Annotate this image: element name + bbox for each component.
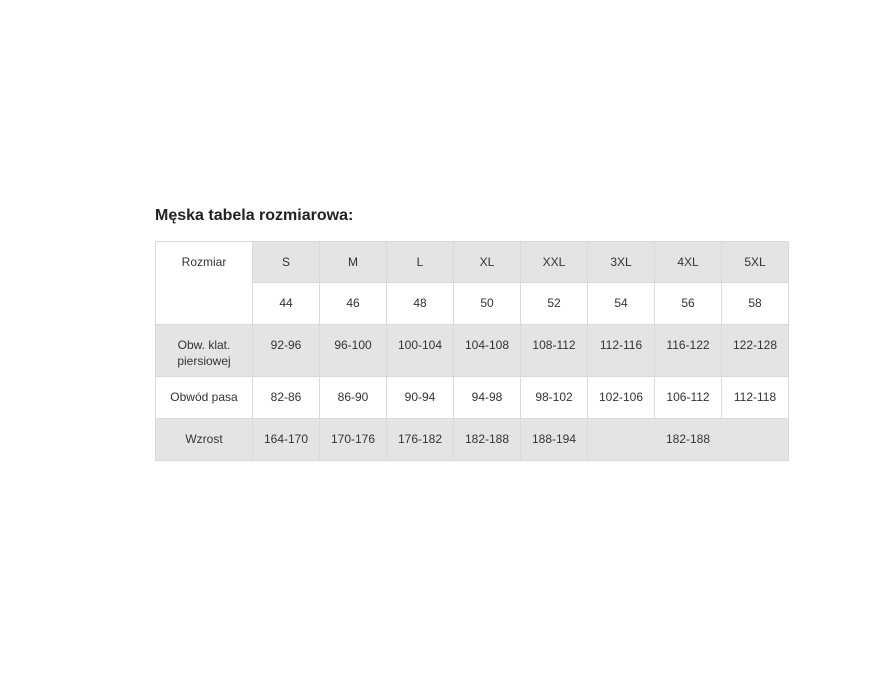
size-cell: XXL — [521, 242, 588, 283]
size-chart-table — [155, 241, 789, 461]
size-cell: M — [320, 242, 387, 283]
chest-cell: 92-96 — [253, 325, 320, 377]
eu-size-cell: 50 — [454, 283, 521, 325]
size-cell: 4XL — [655, 242, 722, 283]
height-cell: 170-176 — [320, 419, 387, 461]
waist-cell: 86-90 — [320, 377, 387, 419]
chest-cell: 108-112 — [521, 325, 588, 377]
height-cell: 164-170 — [253, 419, 320, 461]
size-row — [156, 242, 789, 283]
chest-cell: 104-108 — [454, 325, 521, 377]
waist-cell: 106-112 — [655, 377, 722, 419]
eu-size-cell: 52 — [521, 283, 588, 325]
size-cell: XL — [454, 242, 521, 283]
height-cell — [588, 419, 655, 461]
waist-row — [156, 377, 789, 419]
height-cell: 182-188 — [655, 419, 722, 461]
eu-size-cell: 44 — [253, 283, 320, 325]
eu-size-cell: 46 — [320, 283, 387, 325]
chest-cell: 112-116 — [588, 325, 655, 377]
eu-size-cell: 48 — [387, 283, 454, 325]
page-title: Męska tabela rozmiarowa: — [155, 207, 354, 224]
waist-cell: 82-86 — [253, 377, 320, 419]
size-cell: 5XL — [722, 242, 789, 283]
waist-cell: 90-94 — [387, 377, 454, 419]
size-header-label: Rozmiar — [156, 242, 253, 325]
chest-cell: 96-100 — [320, 325, 387, 377]
eu-size-cell: 54 — [588, 283, 655, 325]
size-cell: S — [253, 242, 320, 283]
waist-label: Obwód pasa — [156, 377, 253, 419]
chest-cell: 122-128 — [722, 325, 789, 377]
size-cell: 3XL — [588, 242, 655, 283]
height-cell: 176-182 — [387, 419, 454, 461]
chest-row — [156, 325, 789, 377]
chest-cell: 116-122 — [655, 325, 722, 377]
waist-cell: 112-118 — [722, 377, 789, 419]
size-cell: L — [387, 242, 454, 283]
waist-cell: 102-106 — [588, 377, 655, 419]
height-cell: 188-194 — [521, 419, 588, 461]
height-cell: 182-188 — [454, 419, 521, 461]
chest-cell: 100-104 — [387, 325, 454, 377]
height-label: Wzrost — [156, 419, 253, 461]
waist-cell: 98-102 — [521, 377, 588, 419]
chest-label: Obw. klat. piersiowej — [156, 325, 253, 377]
eu-size-cell: 56 — [655, 283, 722, 325]
height-cell — [722, 419, 789, 461]
eu-size-cell: 58 — [722, 283, 789, 325]
waist-cell: 94-98 — [454, 377, 521, 419]
height-row — [156, 419, 789, 461]
